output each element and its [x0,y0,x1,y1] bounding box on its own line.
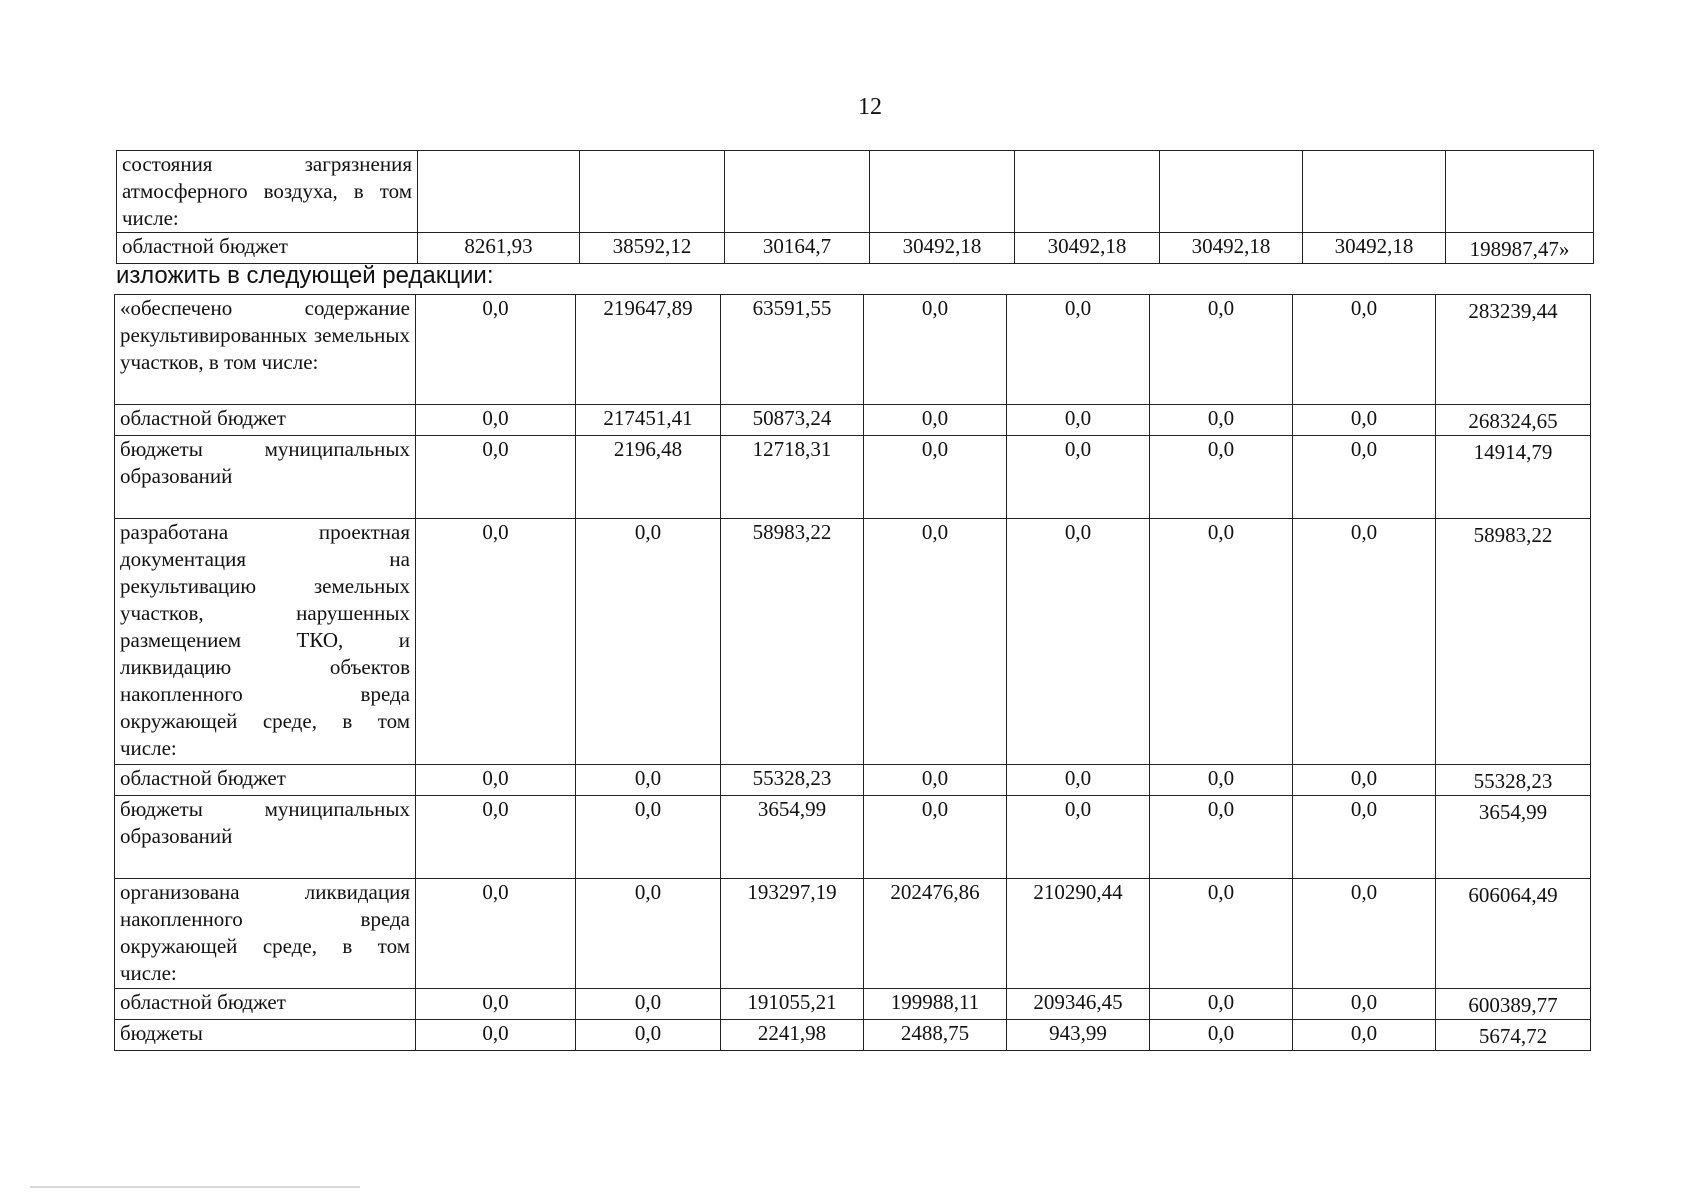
cell-value: 0,0 [1007,765,1150,796]
cell-value: 30164,7 [725,233,870,264]
cell-value: 38592,12 [580,233,725,264]
cell-value: 0,0 [1293,796,1436,879]
cell-value [1160,151,1303,233]
cell-value: 0,0 [1150,796,1293,879]
cell-value: 0,0 [1150,405,1293,436]
cell-total: 5674,72 [1436,1020,1591,1051]
cell-value: 0,0 [416,765,576,796]
cell-value: 0,0 [1293,295,1436,405]
cell-value: 209346,45 [1007,989,1150,1020]
cell-value [725,151,870,233]
cell-value: 0,0 [416,295,576,405]
cell-value: 0,0 [576,765,721,796]
cell-value: 0,0 [576,879,721,989]
cell-value: 0,0 [864,765,1007,796]
cell-value [580,151,725,233]
cell-value: 0,0 [416,879,576,989]
cell-value: 943,99 [1007,1020,1150,1051]
cell-value: 219647,89 [576,295,721,405]
row-label: «обеспечено содержание рекультивированных земельных участков, в том числе: [115,295,416,405]
cell-value: 55328,23 [721,765,864,796]
table-main [114,294,1591,1051]
cell-value: 0,0 [416,436,576,519]
cell-value: 0,0 [416,405,576,436]
row-label: организована ликвидация накопленного вреда окружающей среде, в том числе: [115,879,416,989]
table-row [115,1020,1591,1051]
cell-value: 0,0 [1007,796,1150,879]
cell-value: 0,0 [1293,436,1436,519]
cell-value: 0,0 [416,989,576,1020]
cell-value: 58983,22 [721,519,864,765]
cell-value: 0,0 [576,989,721,1020]
cell-value: 199988,11 [864,989,1007,1020]
cell-value: 217451,41 [576,405,721,436]
cell-value: 0,0 [1293,1020,1436,1051]
cell-value: 0,0 [416,519,576,765]
table-row [117,151,1594,233]
amendment-text: изложить в следующей редакции: [116,262,494,289]
cell-value [1015,151,1160,233]
cell-value: 8261,93 [418,233,580,264]
row-label: областной бюджет [115,405,416,436]
cell-value: 30492,18 [1303,233,1446,264]
table-row [117,233,1594,264]
cell-value: 0,0 [1150,1020,1293,1051]
table-row [115,405,1591,436]
cell-total: 283239,44 [1436,295,1591,405]
cell-value: 3654,99 [721,796,864,879]
row-label: бюджеты муниципальных образований [115,436,416,519]
table-row [115,295,1591,405]
cell-value: 0,0 [576,1020,721,1051]
cell-value: 0,0 [864,796,1007,879]
row-label: областной бюджет [115,765,416,796]
cell-value: 0,0 [864,436,1007,519]
table-row [115,765,1591,796]
cell-value: 0,0 [576,519,721,765]
cell-total: 606064,49 [1436,879,1591,989]
cell-value: 0,0 [1007,436,1150,519]
table-row [115,989,1591,1020]
cell-value: 0,0 [864,295,1007,405]
cell-value: 0,0 [1007,295,1150,405]
scan-artifact-line [30,1186,360,1188]
cell-value: 30492,18 [1160,233,1303,264]
cell-value: 0,0 [1293,519,1436,765]
cell-value: 0,0 [1150,989,1293,1020]
cell-value: 0,0 [1293,989,1436,1020]
cell-value: 0,0 [1150,879,1293,989]
table-row [115,796,1591,879]
cell-value: 202476,86 [864,879,1007,989]
row-label: разработана проектная документация на рекультивацию земельных участков, нарушенных размещением ТКО, и ликвидацию объектов накопленного вреда окружающей среде, в том числе: [115,519,416,765]
cell-value: 0,0 [1150,295,1293,405]
cell-value: 0,0 [576,796,721,879]
cell-value: 0,0 [1150,519,1293,765]
cell-total: 600389,77 [1436,989,1591,1020]
cell-value: 12718,31 [721,436,864,519]
table-row [115,879,1591,989]
cell-value: 193297,19 [721,879,864,989]
cell-value: 50873,24 [721,405,864,436]
cell-total: 3654,99 [1436,796,1591,879]
table-row [115,436,1591,519]
page-number: 12 [858,94,882,120]
row-label: областной бюджет [117,233,418,264]
cell-value: 0,0 [416,1020,576,1051]
cell-value: 0,0 [864,405,1007,436]
cell-total: 14914,79 [1436,436,1591,519]
cell-value: 0,0 [1293,765,1436,796]
cell-value: 210290,44 [1007,879,1150,989]
cell-total: 268324,65 [1436,405,1591,436]
cell-value: 0,0 [1150,765,1293,796]
row-label: областной бюджет [115,989,416,1020]
cell-value: 0,0 [1293,879,1436,989]
cell-total [1446,151,1594,233]
cell-value: 0,0 [1293,405,1436,436]
cell-value: 0,0 [1150,436,1293,519]
cell-value: 2241,98 [721,1020,864,1051]
cell-value [1303,151,1446,233]
row-label: бюджеты муниципальных образований [115,796,416,879]
row-label: бюджеты [115,1020,416,1051]
cell-value: 0,0 [864,519,1007,765]
cell-value [870,151,1015,233]
cell-value: 0,0 [1007,405,1150,436]
cell-value: 2196,48 [576,436,721,519]
table-row [115,519,1591,765]
row-label: состояния загрязнения атмосферного воздуха, в том числе: [117,151,418,233]
cell-value: 2488,75 [864,1020,1007,1051]
cell-value: 30492,18 [870,233,1015,264]
cell-value: 63591,55 [721,295,864,405]
table-top-continuation [116,150,1594,264]
cell-value: 0,0 [1007,519,1150,765]
cell-value: 191055,21 [721,989,864,1020]
cell-total: 58983,22 [1436,519,1591,765]
cell-total: 55328,23 [1436,765,1591,796]
cell-value [418,151,580,233]
cell-value: 0,0 [416,796,576,879]
cell-value: 30492,18 [1015,233,1160,264]
cell-total: 198987,47» [1446,233,1594,264]
